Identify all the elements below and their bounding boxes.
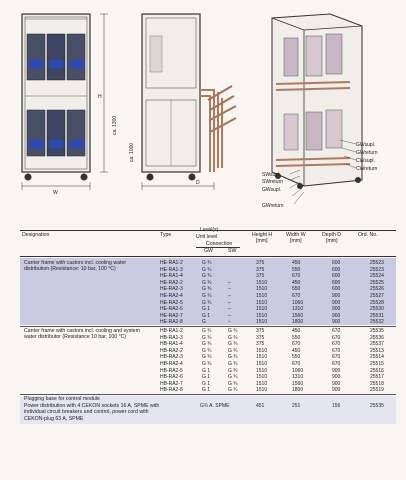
cell-type: HB-RA2-7 — [160, 380, 183, 387]
table-row — [22, 348, 396, 355]
cell-gw: G ¾ — [202, 273, 212, 280]
group-separator — [20, 326, 396, 327]
front-view — [22, 14, 90, 190]
cell-w: 670 — [292, 273, 301, 280]
table-row — [22, 335, 396, 342]
cell-order: 25517 — [370, 374, 384, 381]
cell-type: HE-RA2-4 — [160, 293, 183, 299]
cell-h: 375 — [256, 273, 265, 280]
technical-drawing — [0, 0, 406, 226]
cell-w: 1800 — [292, 319, 304, 326]
cell-type: HB-RA2-4 — [160, 361, 183, 367]
cell-gw: G ¾ — [202, 260, 212, 266]
depth-label: D — [196, 180, 200, 186]
cell-w: 550 — [292, 354, 301, 361]
cell-gw: G 1 — [202, 380, 211, 387]
table-row — [22, 293, 396, 300]
group-description: Carrier frame with castors incl. cooling and system water distributor (Resistance 10 bar, 100 °C) — [24, 328, 140, 341]
cell-type: HE-RA1-4 — [160, 273, 183, 280]
cell-d: 670 — [332, 328, 341, 334]
cell-type: HB-RA2-8 — [160, 387, 183, 394]
header-depth-unit: [mm] — [326, 238, 338, 244]
cell-h: 375 — [256, 328, 265, 334]
header-height-unit: [mm] — [256, 238, 268, 244]
cell-type: HB-RA2-5 — [160, 367, 183, 374]
cell-gw: G ¾ — [202, 293, 212, 299]
cell-gw: G 1 — [202, 312, 211, 319]
cell-gw: G — [202, 319, 206, 326]
plugging-label: Plugging base for control module — [24, 396, 100, 402]
table-row — [22, 300, 396, 307]
table-row — [22, 368, 396, 375]
cell-gw: G ¾ — [202, 341, 212, 348]
cell-order: 25526 — [370, 286, 384, 293]
cell-d: 670 — [332, 341, 341, 348]
cell-w: 1060 — [292, 367, 304, 374]
cell-gw: G ¾ — [202, 347, 212, 354]
table-row — [22, 286, 396, 293]
cell-d: 900 — [332, 319, 341, 326]
cell-h: 1510 — [256, 361, 268, 367]
cell-d: 900 — [332, 293, 341, 299]
cell-type: HB-RA2-2 — [160, 347, 183, 354]
cell-sw: – — [228, 279, 231, 286]
cell-d: 670 — [332, 347, 341, 354]
power-values: G¾ A. SPME — [200, 403, 230, 409]
cell-type: HE-RA2-8 — [160, 319, 183, 326]
cell-order: 25535 — [370, 328, 384, 334]
cell-type: HB-RA1-2 — [160, 328, 183, 334]
cell-w: 550 — [292, 286, 301, 293]
cell-h: 375 — [256, 341, 265, 348]
cell-sw: G ¾ — [228, 328, 238, 334]
cell-order: 25527 — [370, 293, 384, 299]
cell-order: 25531 — [370, 312, 384, 319]
cell-gw: G ¾ — [202, 361, 212, 367]
cell-sw: G ¾ — [228, 347, 238, 354]
cell-w: 1310 — [292, 306, 304, 313]
water-label-5: SWsupl. — [262, 172, 281, 178]
header-type: Type — [160, 232, 172, 238]
cell-d: 670 — [332, 354, 341, 361]
cell-gw: G 1 — [202, 387, 211, 394]
cell-gw: G ¾ — [202, 299, 212, 306]
cell-d: 600 — [332, 266, 341, 273]
cell-w: 450 — [292, 279, 301, 286]
cell-gw: G 1 — [202, 367, 211, 374]
cell-w: 1560 — [292, 312, 304, 319]
header-designation: Designation — [22, 232, 50, 238]
cell-sw: G ¾ — [228, 341, 238, 348]
cell-order: 25537 — [370, 341, 384, 348]
cell-gw: G ¾ — [202, 279, 212, 286]
table-row — [22, 374, 396, 381]
cell-w: 1310 — [292, 374, 304, 381]
table-row — [22, 381, 396, 388]
table-row — [22, 280, 396, 287]
cell-type: HE-RA2-3 — [160, 286, 183, 293]
power-order: 25535 — [370, 403, 384, 409]
cell-sw: G ¾ — [228, 334, 238, 341]
cell-h: 1510 — [256, 380, 268, 387]
header-width: Width W — [286, 232, 306, 238]
table-row — [22, 354, 396, 361]
cell-type: HB-RA2-3 — [160, 354, 183, 361]
group-separator — [20, 394, 396, 395]
cell-gw: G ¾ — [202, 266, 212, 273]
cell-sw: – — [228, 286, 231, 293]
cell-d: 900 — [332, 387, 341, 394]
cell-order: 25523 — [370, 266, 384, 273]
cell-d: 900 — [332, 306, 341, 313]
cell-order: 25530 — [370, 306, 384, 313]
table-row — [22, 260, 396, 267]
spec-table — [0, 226, 406, 480]
table-row — [22, 361, 396, 368]
cell-h: 1510 — [256, 319, 268, 326]
group-description: Carrier frame with castors incl. cooling water distribution (Resistance: 10 bar, 100 °C) — [24, 260, 127, 273]
cell-w: 670 — [292, 293, 301, 299]
cell-h: 1510 — [256, 312, 268, 319]
cell-order: 25514 — [370, 354, 384, 361]
cell-d: 670 — [332, 361, 341, 367]
cell-d: 600 — [332, 260, 341, 266]
table-row — [22, 387, 396, 394]
cell-type: HE-RA1-2 — [160, 260, 183, 266]
cell-h: 1510 — [256, 286, 268, 293]
table-row — [22, 313, 396, 320]
cell-d: 670 — [332, 334, 341, 341]
cell-order: 25525 — [370, 279, 384, 286]
cell-sw: – — [228, 319, 231, 326]
cell-type: HE-RA2-2 — [160, 279, 183, 286]
water-label-8: GWreturn — [262, 203, 284, 209]
height-dimension — [100, 14, 108, 172]
cell-d: 900 — [332, 367, 341, 374]
cell-type: HE-RA2-5 — [160, 299, 183, 306]
height-label: H — [98, 94, 102, 100]
header-depth: Depth D — [322, 232, 342, 238]
cell-order: 25515 — [370, 361, 384, 367]
power-height: 451 — [256, 403, 265, 409]
cell-sw: G ¾ — [228, 387, 238, 394]
drawing-svg — [0, 0, 406, 226]
table-row — [22, 319, 396, 326]
cell-h: 1510 — [256, 293, 268, 299]
cell-d: 900 — [332, 312, 341, 319]
cell-w: 1560 — [292, 380, 304, 387]
cell-h: 375 — [256, 334, 265, 341]
water-label-6: SWreturn — [262, 179, 284, 185]
cell-sw: – — [228, 312, 231, 319]
cell-h: 1510 — [256, 347, 268, 354]
cell-w: 550 — [292, 334, 301, 341]
power-description: Power distribution with 4 CEKON sockets 16 A, SPME with individual circuit breakers and control, power cord with CEKON-plug 63 A, SPME — [24, 403, 160, 422]
cell-w: 1060 — [292, 299, 304, 306]
cell-type: HE-RA1-3 — [160, 266, 183, 273]
cell-w: 670 — [292, 341, 301, 348]
table-row — [22, 306, 396, 313]
water-label-1: GWsupl. — [356, 142, 376, 148]
cell-d: 900 — [332, 380, 341, 387]
cell-h: 375 — [256, 266, 265, 273]
cell-sw: – — [228, 306, 231, 313]
cell-w: 550 — [292, 266, 301, 273]
cell-h: 1510 — [256, 279, 268, 286]
cell-d: 900 — [332, 299, 341, 306]
cell-d: 600 — [332, 286, 341, 293]
cell-h: 1510 — [256, 374, 268, 381]
width-label: W — [53, 190, 58, 196]
table-row — [22, 341, 396, 348]
power-width: 251 — [292, 403, 301, 409]
cell-d: 600 — [332, 273, 341, 280]
cell-order: 25528 — [370, 299, 384, 306]
cell-h: 1510 — [256, 367, 268, 374]
header-gw: GW — [204, 248, 213, 254]
cell-gw: G ¾ — [202, 334, 212, 341]
cell-order: 25524 — [370, 273, 384, 280]
cell-h: 1510 — [256, 306, 268, 313]
cell-type: HB-RA1-4 — [160, 341, 183, 348]
cell-sw: G ¾ — [228, 374, 238, 381]
height-dim-2: ca. 1000 — [129, 142, 135, 162]
cell-h: 1510 — [256, 299, 268, 306]
cell-gw: G 1 — [202, 374, 211, 381]
water-label-3: CWsupl. — [356, 158, 375, 164]
cell-order: 25519 — [370, 387, 384, 394]
cell-d: 900 — [332, 374, 341, 381]
cell-h: 1510 — [256, 387, 268, 394]
header-width-unit: [mm] — [290, 238, 302, 244]
cell-gw: G 1 — [202, 306, 211, 313]
cell-type: HE-RA2-7 — [160, 312, 183, 319]
header-connection: Connection — [206, 241, 233, 247]
cell-sw: – — [228, 299, 231, 306]
cell-order: 25523 — [370, 260, 384, 266]
header-height: Height H — [252, 232, 273, 238]
cell-h: 375 — [256, 260, 265, 266]
table-row — [22, 267, 396, 274]
connection-rule — [196, 247, 240, 248]
isometric-view — [272, 14, 362, 204]
cell-gw: G ¾ — [202, 354, 212, 361]
cell-w: 450 — [292, 328, 301, 334]
cell-type: HB-RA2-6 — [160, 374, 183, 381]
cell-w: 450 — [292, 347, 301, 354]
table-row — [22, 273, 396, 280]
cell-w: 670 — [292, 361, 301, 367]
cell-order: 25516 — [370, 367, 384, 374]
cell-h: 1510 — [256, 354, 268, 361]
cell-order: 25513 — [370, 347, 384, 354]
water-label-2: GWreturn — [356, 150, 378, 156]
cell-sw: G ¾ — [228, 367, 238, 374]
header-sw: SW — [228, 248, 237, 254]
cell-sw: – — [228, 293, 231, 299]
header-unit-level: Unit level — [196, 234, 218, 240]
water-label-4: CWreturn — [356, 166, 378, 172]
cell-w: 1800 — [292, 387, 304, 394]
cell-sw: G ¾ — [228, 380, 238, 387]
header-order: Ord. No. — [358, 232, 378, 238]
power-row — [22, 403, 396, 410]
cell-d: 600 — [332, 279, 341, 286]
cell-gw: G ¾ — [202, 328, 212, 334]
header-level: Level(s) — [200, 227, 219, 233]
cell-type: HE-RA2-6 — [160, 306, 183, 313]
header-bottom-rule — [20, 256, 396, 257]
cell-order: 25536 — [370, 334, 384, 341]
side-view — [142, 14, 236, 190]
cell-sw: G ¾ — [228, 354, 238, 361]
cell-order: 25532 — [370, 319, 384, 326]
cell-sw: G ¾ — [228, 361, 238, 367]
cell-w: 450 — [292, 260, 301, 266]
cell-type: HB-RA1-3 — [160, 334, 183, 341]
cell-order: 25518 — [370, 380, 384, 387]
power-depth: 156 — [332, 403, 341, 409]
cell-gw: G ¾ — [202, 286, 212, 293]
height-dim-1: ca. 1300 — [112, 115, 118, 135]
water-label-7: GWsupl. — [262, 187, 282, 193]
table-row — [22, 328, 396, 335]
